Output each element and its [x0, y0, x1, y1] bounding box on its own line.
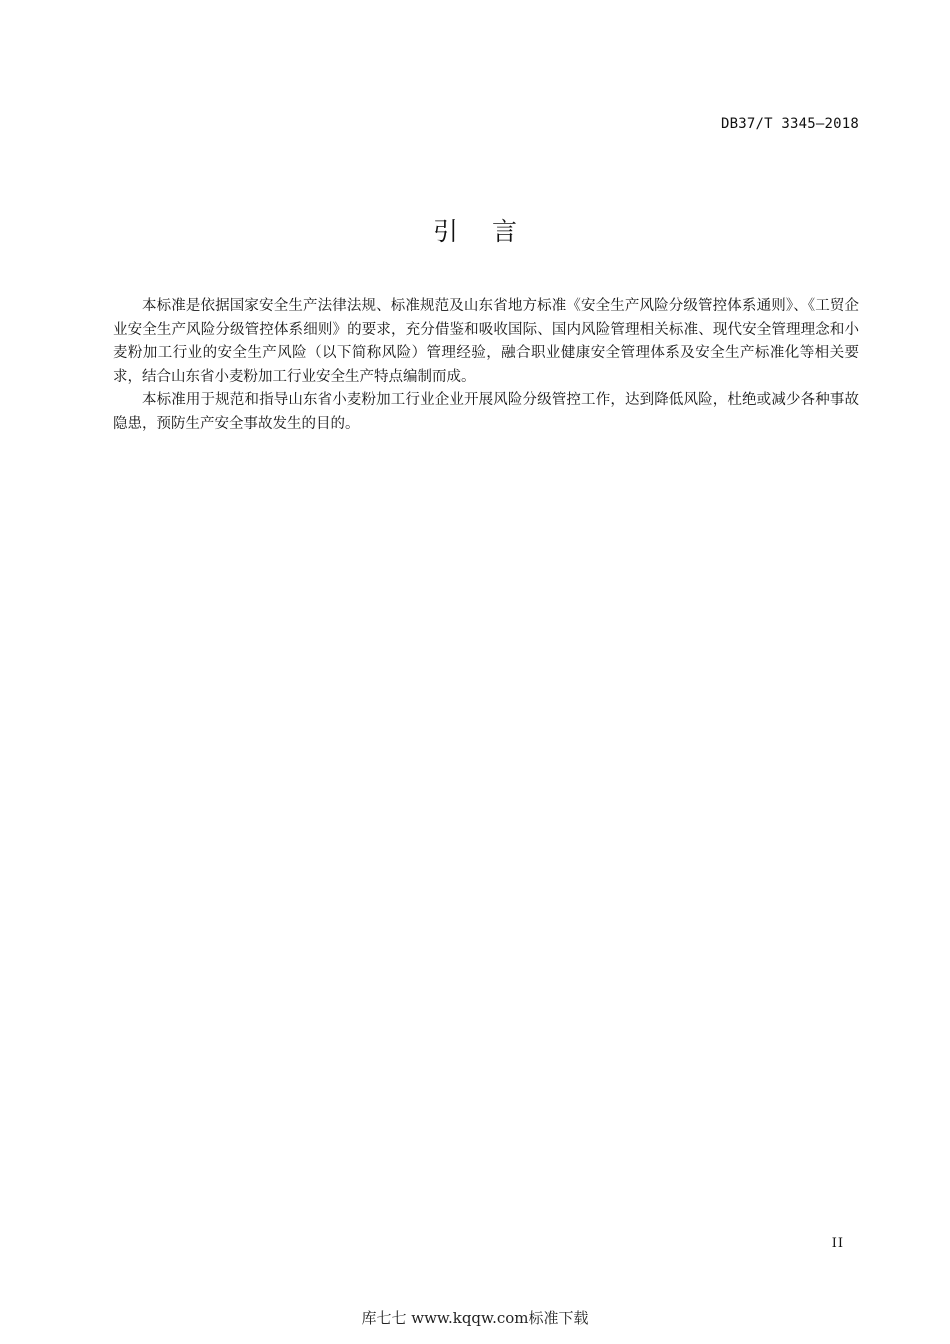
paragraph-2: 本标准用于规范和指导山东省小麦粉加工行业企业开展风险分级管控工作，达到降低风险，杜绝或减少各种事故隐患，预防生产安全事故发生的目的。	[113, 392, 859, 432]
page-number: II	[831, 1236, 844, 1251]
paragraph-1: 本标准是依据国家安全生产法律法规、标准规范及山东省地方标准《安全生产风险分级管控体系通则》、《工贸企业安全生产风险分级管控体系细则》的要求，充分借鉴和吸收国际、国内风险管理相关标准、现代安全管理理念和小麦粉加工行业的安全生产风险（以下简称风险）管理经验，融合职业健康安全管理体系及安全生产标准化等相关要求，结合山东省小麦粉加工行业安全生产特点编制而成。	[113, 298, 859, 385]
watermark-text: 库七七 www.kqqw.com标准下载	[361, 1309, 589, 1327]
page-title: 引言	[432, 217, 551, 246]
document-code: DB37/T 3345—2018	[720, 116, 859, 132]
body-text	[113, 295, 859, 436]
